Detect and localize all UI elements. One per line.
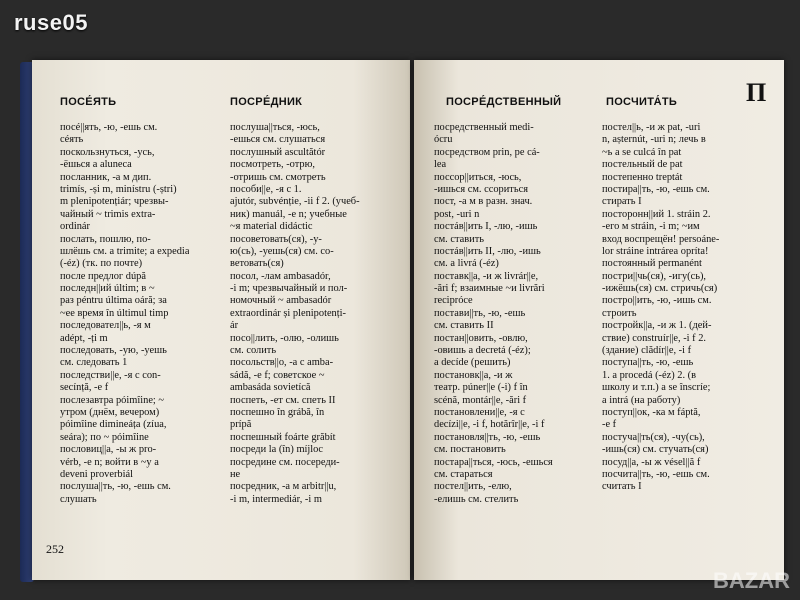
- dictionary-line: слу́шать: [60, 493, 97, 505]
- dictionary-line: ствие) construír||e, -i f 2.: [602, 332, 706, 344]
- dictionary-line: у́тром (днём, ве́чером): [60, 406, 160, 418]
- dictionary-line: ~я material didáctic: [230, 221, 313, 233]
- dictionary-line: -ări f; взаи́мные ~и livrări: [434, 283, 545, 295]
- dictionary-line: -ижёшь(ся) см. стри́чь(ся): [602, 283, 718, 295]
- dictionary-line: m plenipotențiár; чрезвы-: [60, 196, 169, 208]
- dictionary-line: посчита́||ть, -ю, -ешь см.: [602, 468, 710, 480]
- watermark-bottom-right: BAZAR: [713, 568, 790, 593]
- dictionary-line: ~ь a se culcá în pat: [602, 146, 682, 158]
- dictionary-line: -о́тришь см. смотре́ть: [230, 171, 326, 183]
- dictionary-line: посо́льств||о, -а с amba-: [230, 357, 334, 369]
- dictionary-line: посту́п||ок, -ка м fáptă,: [602, 406, 701, 418]
- dictionary-line: постел́||ить, -елю́,: [434, 481, 512, 493]
- dictionary-line: постепе́нно treptát: [602, 171, 683, 183]
- right-running-head-right: ПОСЧИТА́ТЬ: [606, 96, 678, 108]
- dictionary-line: постара́||ться, -юсь, -ешься: [434, 456, 553, 468]
- dictionary-line: постро́йк||а, -и ж 1. (де́й-: [602, 320, 712, 332]
- dictionary-line: шлёшь см. a trimite; a expedia: [60, 245, 190, 257]
- dictionary-line: поста́ви||ть, -ю, -ешь: [434, 307, 526, 319]
- dictionary-line: post, -uri n: [434, 208, 480, 220]
- dictionary-line: lea: [434, 159, 447, 171]
- dictionary-line: decízi||e, -i f, hotărî́r||e, -i f: [434, 419, 545, 431]
- dictionary-line: посо́||лить, -олю́, -о́лишь: [230, 332, 339, 344]
- dictionary-line: стира́ть I: [602, 196, 642, 208]
- dictionary-line: посре́дник, -а м arbitr||u,: [230, 481, 337, 493]
- dictionary-line: см. стара́ться: [434, 468, 493, 480]
- dictionary-line: -i m, intermediár, -i m: [230, 493, 322, 505]
- dictionary-line: ócru: [434, 134, 453, 146]
- dictionary-line: (зда́ние) clădír||e, -i f: [602, 345, 692, 357]
- dictionary-line: secínță, -e f: [60, 382, 109, 394]
- dictionary-line: после́довать, -ую, -уешь: [60, 345, 167, 357]
- dictionary-line: -ёшься a aluneca: [60, 159, 132, 171]
- dictionary-line: ник) manuál, -e n; уче́бные: [230, 208, 347, 220]
- dictionary-line: посте́льный de pat: [602, 159, 683, 171]
- dictionary-line: lor stráine intrárea opríta!: [602, 245, 709, 257]
- dictionary-line: не: [230, 468, 241, 480]
- dictionary-line: посло́виц||а, -ы ж pro-: [60, 444, 157, 456]
- dictionary-line: -его м stráin, -i m; ~им: [602, 221, 700, 233]
- dictionary-line: пост, -а́ м в разн. знач.: [434, 196, 533, 208]
- dictionary-line: -ишься см. ссо́риться: [434, 183, 528, 195]
- dictionary-line: sádă, -e f; сове́тское ~: [230, 369, 325, 381]
- dictionary-line: -ели́шь см. стели́ть: [434, 493, 519, 505]
- dictionary-line: поста́вк||а, -и ж livrár||e,: [434, 270, 539, 282]
- dictionary-line: постоя́нный permanént: [602, 258, 702, 270]
- dictionary-line: по́сле предлог dúpă: [60, 270, 146, 282]
- dictionary-line: 1. a procedá (-éz) 2. (в: [602, 369, 697, 381]
- dictionary-line: постáв||ить I, -лю, -ишь: [434, 221, 538, 233]
- dictionary-line: vérb, -e n; войти́ в ~у a: [60, 456, 159, 468]
- dictionary-line: последова́тел||ь, -я м: [60, 320, 151, 332]
- dictionary-line: постановле́ни||е, -я с: [434, 406, 525, 418]
- dictionary-line: см. соли́ть: [230, 345, 277, 357]
- dictionary-line: -ишь(ся) см. стуча́ть(ся): [602, 444, 709, 456]
- dictionary-line: см. ста́вить II: [434, 320, 494, 332]
- dictionary-line: ве́товать(ся): [230, 258, 284, 270]
- dictionary-line: см. постанови́ть: [434, 444, 506, 456]
- dictionary-line: ~ее вре́мя în últimul timp: [60, 307, 169, 319]
- dictionary-line: постуча́||ть(ся), -чу́(сь),: [602, 431, 705, 443]
- dictionary-line: посо́л, -ла́м ambasadór,: [230, 270, 331, 282]
- right-running-head-left: ПОСРЕ́ДСТВЕННЫЙ: [446, 96, 562, 108]
- dictionary-line: посре́дственный medi-: [434, 122, 534, 133]
- page-number: 252: [46, 542, 64, 556]
- dictionary-line: стро́ить: [602, 307, 637, 319]
- dictionary-line: посреди́ la (în) míjloc: [230, 444, 323, 456]
- dictionary-line: посре́дством prin, pe cá-: [434, 146, 540, 158]
- left-page: [32, 60, 410, 580]
- right-page-column-2: [602, 122, 719, 494]
- dictionary-line: ambasáda sovietícă: [230, 382, 311, 394]
- dictionary-line: см. a livrá (-éz): [434, 258, 499, 270]
- dictionary-line: постира́||ть, -ю, -ешь см.: [602, 183, 710, 195]
- dictionary-line: ча́йный ~ trimis extra-: [60, 208, 156, 220]
- dictionary-line: постановля́||ть, -ю, -ешь: [434, 431, 541, 443]
- dictionary-line: посреди́не см. посереди́-: [230, 456, 340, 468]
- dictionary-line: recipróce: [434, 295, 473, 307]
- dictionary-line: prípă: [230, 419, 252, 431]
- dictionary-line: ajutór, subvénție, -ii f 2. (уче́б-: [230, 196, 360, 208]
- dictionary-line: -ешься см. слу́шаться: [230, 134, 326, 146]
- dictionary-line: послу́шный ascultătór: [230, 146, 326, 158]
- dictionary-line: посове́товать(ся), -у-: [230, 233, 322, 245]
- dictionary-line: a decíde (реши́ть): [434, 357, 511, 369]
- dictionary-line: посу́д||а, -ы ж vésel||ă f: [602, 456, 701, 468]
- dictionary-line: постри́||чь(ся), -игу́(сь),: [602, 270, 707, 282]
- dictionary-line: -i m; чрезвыча́йный и пол-: [230, 283, 348, 295]
- left-page-column-2: [230, 122, 360, 506]
- dictionary-line: вход воспрещён! persoáne-: [602, 233, 720, 245]
- dictionary-line: a intrá (на рабо́ту): [602, 394, 681, 406]
- dictionary-line: ár: [230, 320, 239, 332]
- dictionary-line: поступа́||ть, -ю, -ешь: [602, 357, 694, 369]
- dictionary-line: постано́вк||а, -и ж: [434, 369, 513, 381]
- dictionary-line: посé́||ять, -ю, -ешь см.: [60, 122, 158, 133]
- dictionary-line: n, așternút, -uri n; лечь в: [602, 134, 706, 146]
- dictionary-line: extraordinár și plenipotenți-: [230, 307, 346, 319]
- dictionary-line: seára); по ~ póimîine: [60, 431, 149, 443]
- dictionary-line: сéять: [60, 134, 84, 146]
- right-page: [414, 60, 784, 580]
- dictionary-line: посо́би||е, -я с 1.: [230, 183, 302, 195]
- dictionary-line: поспе́шный foárte grăbít: [230, 431, 336, 443]
- left-running-head-left: ПОСЕ́ЯТЬ: [60, 96, 117, 108]
- dictionary-line: после́дстви||е, -я с con-: [60, 369, 161, 381]
- right-page-column-1: [434, 122, 553, 506]
- section-letter: П: [746, 78, 767, 107]
- dictionary-line: послу́ша||ть, -ю, -ешь см.: [60, 481, 171, 493]
- dictionary-line: поспе́шно în grábă, în: [230, 406, 325, 418]
- dictionary-line: ordinár: [60, 221, 91, 233]
- dictionary-line: постро́||ить, -ю, -ишь см.: [602, 295, 712, 307]
- dictionary-line: посторо́нн||ий 1. stráin 2.: [602, 208, 711, 220]
- dictionary-line: поссо́р||иться, -юсь,: [434, 171, 522, 183]
- dictionary-line: посмотре́ть, -отрю́,: [230, 159, 315, 171]
- dictionary-line: scénă, montár||e, -ări f: [434, 394, 527, 406]
- dictionary-line: раз péntru última oáră; за: [60, 295, 167, 307]
- dictionary-line: номо́чный ~ ambasadór: [230, 295, 332, 307]
- left-running-head-right: ПОСРЕ́ДНИК: [230, 96, 303, 108]
- dictionary-line: -e f: [602, 419, 617, 431]
- dictionary-line: adépt, -ți m: [60, 332, 108, 344]
- dictionary-line: театр. púner||e (-i) f în: [434, 382, 528, 394]
- dictionary-line: шко́лу и т.п.) a se înscríe;: [602, 382, 711, 394]
- dictionary-line: посла́нник, -а м дип.: [60, 171, 152, 183]
- dictionary-line: посла́ть, пошлю́, по-: [60, 233, 151, 245]
- dictionary-line: póimîine dimineáța (zíua,: [60, 419, 167, 431]
- dictionary-line: deveni proverbiál: [60, 468, 133, 480]
- dictionary-line: см. сле́довать 1: [60, 357, 128, 369]
- dictionary-line: посте́л||ь, -и ж pat, -uri: [602, 122, 701, 133]
- dictionary-line: поскользну́ться, -усь,: [60, 146, 155, 158]
- dictionary-line: поспе́ть, -ет см. спеть II: [230, 394, 336, 406]
- dictionary-line: постáв||ить II, -лю, -ишь: [434, 245, 541, 257]
- dictionary-line: послеза́втра póimîine; ~: [60, 394, 165, 406]
- watermark-top-left: ruse05: [14, 10, 88, 35]
- dictionary-line: см. ста́вить: [434, 233, 485, 245]
- dictionary-line: trimís, -ș́i m, minístru (-ștri): [60, 183, 177, 195]
- left-page-column-1: [60, 122, 189, 506]
- dictionary-line: ю(сь), -уешь(ся) см. со-: [230, 245, 334, 257]
- dictionary-line: -о́вишь a decretá (-éz);: [434, 345, 531, 357]
- dictionary-line: счита́ть I: [602, 481, 642, 493]
- dictionary-line: послуша́||ться, -юсь,: [230, 122, 320, 133]
- dictionary-line: постан||ови́ть, -овлю́,: [434, 332, 528, 344]
- dictionary-line: после́дн||ий últim; в ~: [60, 283, 155, 295]
- dictionary-line: (-éz) (тк. по почте): [60, 258, 143, 270]
